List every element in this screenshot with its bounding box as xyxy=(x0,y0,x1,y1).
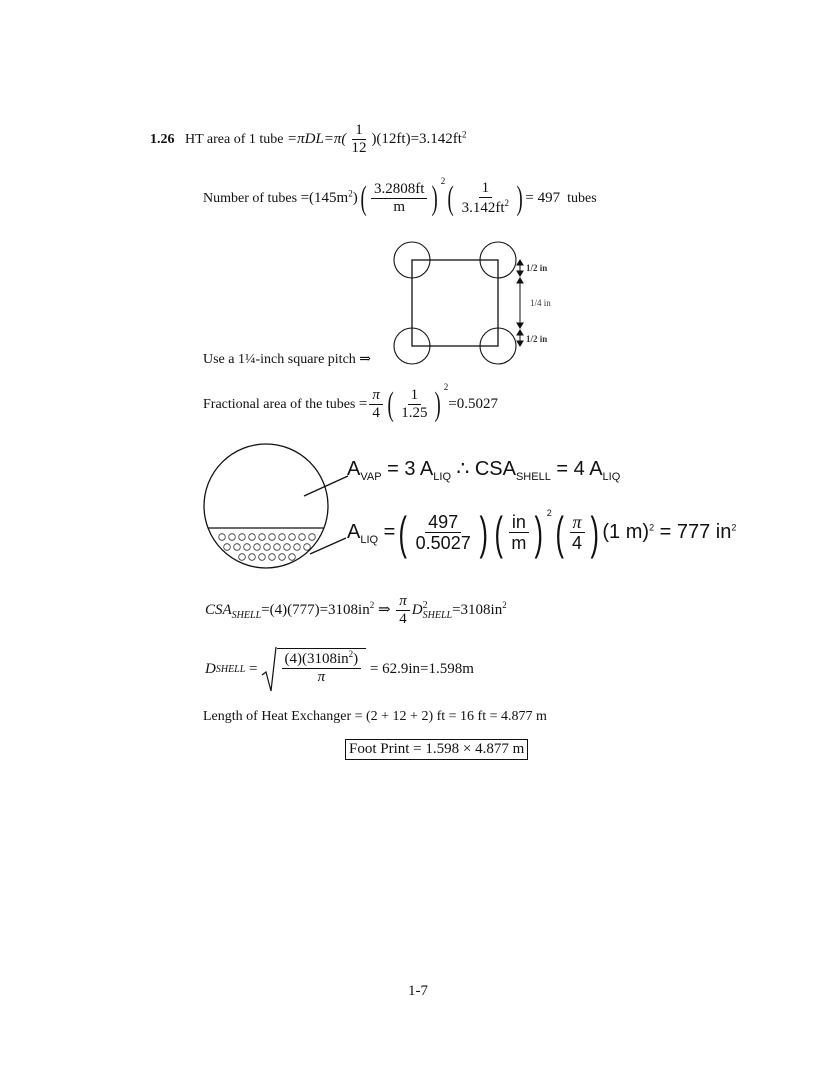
avap-eq4: = 4 A xyxy=(550,458,603,480)
tubes-f1-den: m xyxy=(393,199,406,216)
csa-shell-sub: SHELL xyxy=(231,610,262,622)
aliq-f2-den: m xyxy=(511,533,527,554)
ht-area-result: )(12ft)=3.142ft xyxy=(371,130,462,147)
dim-label-bot: 1/2 in xyxy=(526,334,548,344)
length-text: Length of Heat Exchanger = (2 + 12 + 2) ft = 16 ft = 4.877 m xyxy=(203,709,547,724)
tube-bundle xyxy=(219,534,316,561)
fractional-sup: 2 xyxy=(443,382,449,392)
aliq-one-m: (1 m) xyxy=(602,521,650,543)
aliq-f3-den: 4 xyxy=(572,533,583,554)
aliq-eq: = xyxy=(383,521,396,543)
csa-pi-frac xyxy=(396,593,410,629)
avap-eq3: = 3 A xyxy=(381,458,434,480)
problem-number: 1.26 xyxy=(150,131,175,147)
diameter-rad-den: π xyxy=(317,669,326,685)
ht-area-label: HT area of 1 tube xyxy=(185,131,284,147)
csa-label: CSA xyxy=(205,602,232,619)
aliq-sub: LIQ xyxy=(360,534,379,546)
avap-shell-sub: SHELL xyxy=(515,471,551,483)
shell-cross-section xyxy=(200,440,350,580)
csa-d-sub: SHELL xyxy=(422,609,453,621)
csa-d-sup: 2 xyxy=(422,599,428,611)
fractional-four: 4 xyxy=(372,405,380,422)
fractional-result: =0.5027 xyxy=(448,396,498,412)
aliq-f1 xyxy=(413,512,474,554)
aliq-result: = 777 in xyxy=(659,521,732,543)
ht-area-line xyxy=(150,122,466,158)
tubes-f1-sup: 2 xyxy=(440,176,446,186)
aliq-f1-num: 497 xyxy=(425,512,461,534)
radical-content xyxy=(277,648,367,687)
diameter-fraction xyxy=(282,649,362,687)
csa-result-sup: 2 xyxy=(502,600,507,611)
diameter-result: = 62.9in=1.598m xyxy=(369,660,474,677)
aliq-f3-num: π xyxy=(570,512,585,534)
diameter-line xyxy=(205,645,474,693)
diameter-eq: = xyxy=(249,660,258,677)
aliq-f2 xyxy=(508,512,529,554)
diameter-rad-num: $(4)(3108in^2)$ xyxy=(282,649,362,669)
tubes-lhs-sup: 2 xyxy=(348,188,353,199)
avap-a: A xyxy=(347,458,361,480)
csa-sup: 2 xyxy=(369,600,375,611)
fractional-area-line: Fractional area of the tubes = $\frac{\pi}{4}$ ( $\frac{1}{1.25}$ ) $^2$=0.5027 xyxy=(203,382,498,423)
csa-line xyxy=(205,593,507,629)
radical-sign xyxy=(261,645,277,693)
dimension-arrows xyxy=(517,260,523,346)
square-pitch-diagram xyxy=(392,238,572,368)
ht-area-expr: =πDL=π( xyxy=(286,130,347,147)
aliq-f3 xyxy=(569,512,585,554)
pitch-text: Use a 1¼-inch square pitch ⇒ xyxy=(203,352,372,367)
aliq-result-sup: 2 xyxy=(731,522,737,533)
diameter-d-sub: SHELL xyxy=(215,663,246,675)
tubes-fraction-2 xyxy=(459,180,512,218)
fractional-eq: = xyxy=(358,396,368,412)
tubes-label: Number of tubes xyxy=(203,191,298,206)
ht-area-sup: 2 xyxy=(461,129,467,140)
aliq-equation: $A_{LIQ}$ =( $\frac{497}{0.5027}$ ) ( $\frac{in}{m}$ ) $^2$( $\frac{\pi}{4}$ ) (1 m)$^2$ = 777 $in^2$ xyxy=(347,506,737,559)
tubes-f1-num: 3.2808ft xyxy=(371,181,427,199)
tubes-unit: tubes xyxy=(567,191,597,206)
aliq-f2-num: in xyxy=(509,512,529,534)
fractional-den: 1.25 xyxy=(401,405,428,422)
fractional-pi-frac xyxy=(369,387,383,423)
aliq-a: A xyxy=(347,521,361,543)
dim-label-top: 1/2 in xyxy=(526,263,548,273)
avap-equation xyxy=(347,456,620,483)
footprint-result-box: Foot Print = 1.598 × 4.877 m xyxy=(345,739,528,760)
tubes-result: = 497 xyxy=(525,190,561,206)
page-number: 1-7 xyxy=(408,983,428,999)
ht-area-fraction xyxy=(348,122,369,158)
csa-d: D xyxy=(411,602,423,619)
liquid-leader-line xyxy=(310,538,346,554)
fractional-one: 1 xyxy=(408,387,422,405)
avap-sub: VAP xyxy=(360,471,382,483)
fractional-label: Fractional area of the tubes xyxy=(203,397,356,412)
avap-liq-sub: LIQ xyxy=(433,471,451,483)
ht-frac-num: 1 xyxy=(352,122,366,140)
csa-four: 4 xyxy=(399,611,407,628)
csa-arrow: ⇒ xyxy=(377,602,391,619)
csa-result: =3108in xyxy=(452,602,503,619)
tubes-lhs: =(145m xyxy=(300,190,349,206)
aliq-f1-den: 0.5027 xyxy=(415,533,471,554)
diameter-d: D xyxy=(205,660,216,677)
dim-label-mid: 1/4 in xyxy=(530,298,551,308)
ht-frac-den: 12 xyxy=(351,140,367,157)
aliq-one-m-sup: 2 xyxy=(649,522,655,533)
csa-pi: π xyxy=(396,593,410,611)
csa-expr: =(4)(777)=3108in xyxy=(261,602,370,619)
tubes-f2-den: $3.142ft^2$ xyxy=(461,198,510,217)
tubes-fraction-1 xyxy=(371,181,427,217)
fractional-pitch-frac xyxy=(398,387,430,423)
tubes-line: Number of tubes $=(145m^2)$( $\frac{3.2808ft}{m}$ ) $^2$( $\frac{1}{3.142ft^2}$ ) = 497 tubes xyxy=(203,176,597,217)
tubes-f2-num: 1 xyxy=(479,180,493,198)
avap-therefore: ∴ CSA xyxy=(451,458,516,480)
fractional-pi: π xyxy=(369,387,383,405)
avap-liq2-sub: LIQ xyxy=(602,471,621,483)
aliq-f2-sup: 2 xyxy=(546,508,552,518)
